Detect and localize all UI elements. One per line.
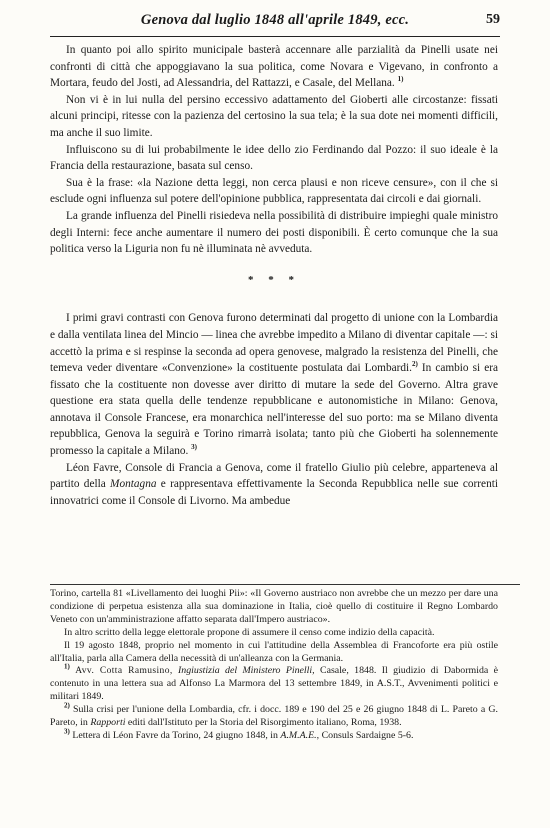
footnote-marker: 3) — [64, 727, 70, 736]
paragraph: Sua è la frase: «la Nazione detta leggi, non cerca plausi e non riceve censure», con il che si esclude ogni influenza sul potere dell'opinione pubblica, rappresentata dai circoli e dai giornali. — [50, 176, 498, 206]
running-title: Genova dal luglio 1848 all'aprile 1849, ecc. — [140, 12, 410, 28]
footnote-marker: 1) — [64, 663, 70, 672]
main-text — [50, 42, 498, 509]
paragraph: I primi gravi contrasti con Genova furono determinati dal progetto di unione con la Lombardia e dalla ventilata linea del Mincio — linea che avrebbe impedito a Milano di diventar capitale —: si accettò la prima e si respinse la seconda ad opera genovese, malgrado la resistenza del Pinelli, che temeva veder diventare «Convenzione» la costituente postulata dai Lombardi.$^{2)}$ In cambio si era fissato che la costituente non dovesse aver diritto di mutare la sede del Governo. Altra grave questione era stata quella delle tendenze repubblicane e autonomistiche in Milano: Genova, annotava il Console Francese, era monarchica nell'interesse del suo porto: ma se Milano diventa repubblica, Genova la seguirà e Torino rimarrà isolata; tanto più che Gioberti ha solennemente promesso la capitale a Milano. $^{3)}$ — [50, 312, 498, 458]
page-number: 59 — [486, 12, 500, 27]
paragraph: Non vi è in lui nulla del persino eccessivo adattamento del Gioberti alle circostanze: fissati alcuni principi, ritesse con la pazienza del certosino la sua tela; è la sua dote nei momenti difficili, ma anche il suo limite. — [50, 93, 498, 139]
paragraph: Léon Favre, Console di Francia a Genova, come il fratello Giulio più celebre, apparteneva al partito della Montagna e rappresentava effettivamente la Seconda Repubblica nelle sue correnti innovatrici come il Console di Livorno. Ma ambedue — [50, 461, 498, 507]
footnote-marker: 1) — [397, 75, 404, 84]
section-separator: * * * — [248, 273, 300, 286]
footnote: Il 19 agosto 1848, proprio nel momento in cui l'attitudine della Assemblea di Francoforte era più ostile all'Italia, parla alla Camera della necessità di un'alleanza con la Germania. — [50, 639, 498, 664]
footnote-marker: 2) — [64, 701, 70, 710]
paragraph: Influiscono su di lui probabilmente le idee dello zio Ferdinando dal Pozzo: il suo ideale è la Francia della restaurazione, basata sul censo. — [50, 143, 498, 173]
footnote-rule — [50, 584, 520, 585]
paragraph: La grande influenza del Pinelli risiedeva nella possibilità di distribuire impieghi quale ministro degli Interni: fece anche aumentare il numero dei posti disponibili. È certo comunque che la sua politica verso la Liguria non fu nè illuminata nè avveduta. — [50, 209, 498, 256]
footnote: $^{1)}$ Avv. Cotta Ramusino, Ingiustizia del Ministero Pinelli, Casale, 1848. Il giudizio di Dabormida è contenuto in una lettera sua ad Alfonso La Marmora del 13 settembre 1849, in A.S.T., Avvenimenti politici e militari 1849. — [50, 663, 499, 703]
footnote-marker: 2) — [412, 360, 418, 369]
footnote: $^{3)}$ Lettera di Léon Favre da Torino, 24 giugno 1848, in A.M.A.E., Consuls Sardaigne 5-6. — [64, 727, 414, 741]
footnote: $^{2)}$ Sulla crisi per l'unione della Lombardia, cfr. i docc. 189 e 190 del 25 e 26 giugno 1848 di L. Pareto a G. Pareto, in Rapporti editi dall'Istituto per la Storia del Risorgimento italiano, Roma, 1938. — [50, 701, 499, 729]
footnote-marker: 3) — [191, 443, 198, 452]
paragraph: In quanto poi allo spirito municipale basterà accennare alle parzialità da Pinelli usate nei confronti di città che appoggiavano la sua politica, come Novara e Vigevano, in confronto a Mortara, feudo del Josti, ad Alessandria, del Rattazzi, e Casale, del Mellana. $^{1)}$ — [50, 44, 498, 90]
footnote: In altro scritto della legge elettorale propone di assumere il censo come indizio della capacità. — [64, 626, 435, 638]
footnotes — [50, 588, 498, 743]
footnote: Torino, cartella 81 «Livellamento dei luoghi Pii»: «Il Governo austriaco non avrebbe che un mezzo per dare una condizione di perpetua esistenza alla sua dominazione in Italia, cioè quello di costituire il Regno Lombardo Veneto con un'amministrazione affatto separata dall'Impero austriaco». — [50, 588, 498, 625]
running-head — [50, 10, 500, 37]
